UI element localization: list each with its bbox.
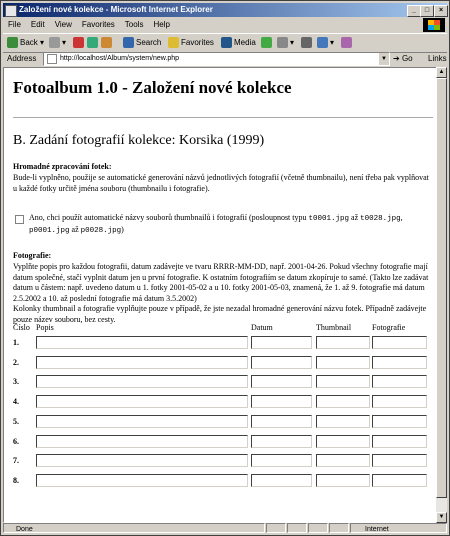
forward-button[interactable]: ▾ <box>49 36 66 50</box>
forward-arrow-icon <box>49 37 60 48</box>
refresh-button[interactable] <box>87 36 100 50</box>
menu-file[interactable]: File <box>8 20 21 29</box>
date-input[interactable] <box>251 375 312 388</box>
address-bar <box>3 52 447 66</box>
back-arrow-icon <box>7 37 18 48</box>
photo-input[interactable] <box>372 375 427 388</box>
address-input[interactable]: http://localhost/Album/system/new.php ▼ <box>43 52 390 66</box>
edit-icon <box>317 37 328 48</box>
page-content <box>3 67 437 523</box>
print-icon <box>301 37 312 48</box>
date-input[interactable] <box>251 395 312 408</box>
address-label: Address <box>7 54 37 63</box>
col-header-thumbnail: Thumbnail <box>316 323 352 332</box>
date-input[interactable] <box>251 415 312 428</box>
col-header-description: Popis <box>36 323 54 332</box>
menu-help[interactable]: Help <box>153 20 170 29</box>
photo-input[interactable] <box>372 336 427 349</box>
page-icon <box>47 54 57 64</box>
batch-heading: Hromadné zpracování fotek: <box>13 162 112 171</box>
home-icon <box>101 37 112 48</box>
edit-button[interactable]: ▾ <box>317 36 334 50</box>
close-button[interactable]: × <box>434 5 448 17</box>
photo-input[interactable] <box>372 474 427 487</box>
page-title: Fotoalbum 1.0 - Založení nové kolekce <box>13 78 292 97</box>
media-button[interactable]: Media <box>221 36 256 50</box>
date-input[interactable] <box>251 435 312 448</box>
row-number: 6. <box>13 436 19 446</box>
thumbnail-input[interactable] <box>316 336 370 349</box>
status-pane-1 <box>266 523 286 533</box>
row-number: 3. <box>13 377 19 387</box>
photo-input[interactable] <box>372 356 427 369</box>
scroll-down-button[interactable]: ▼ <box>436 512 447 523</box>
discuss-button[interactable] <box>341 36 354 50</box>
windows-logo-icon <box>423 18 445 32</box>
divider <box>13 117 433 119</box>
media-icon <box>221 37 232 48</box>
desc-input[interactable] <box>36 375 248 388</box>
refresh-icon <box>87 37 98 48</box>
status-zone: Internet <box>350 523 447 533</box>
thumbnail-input[interactable] <box>316 395 370 408</box>
status-pane-3 <box>308 523 328 533</box>
desc-input[interactable] <box>36 356 248 369</box>
photo-input[interactable] <box>372 435 427 448</box>
chevron-down-icon[interactable]: ▼ <box>379 53 389 65</box>
thumbnail-input[interactable] <box>316 474 370 487</box>
status-bar <box>3 523 447 534</box>
thumbnail-input[interactable] <box>316 454 370 467</box>
print-button[interactable] <box>301 36 314 50</box>
links-button[interactable]: Links <box>428 54 447 63</box>
stop-button[interactable] <box>73 36 86 50</box>
maximize-button[interactable]: □ <box>420 5 434 17</box>
date-input[interactable] <box>251 356 312 369</box>
photo-input[interactable] <box>372 415 427 428</box>
section-title: B. Zadání fotografií kolekce: Korsika (1999) <box>13 133 265 148</box>
menu-bar <box>3 18 447 32</box>
ie-page-icon <box>5 5 17 17</box>
photo-input[interactable] <box>372 395 427 408</box>
mail-icon <box>277 37 288 48</box>
history-icon <box>261 37 272 48</box>
status-text: Done <box>3 523 265 533</box>
vertical-scrollbar[interactable] <box>436 67 447 523</box>
thumbnail-input[interactable] <box>316 356 370 369</box>
date-input[interactable] <box>251 454 312 467</box>
photos-description: Vyplňte popis pro každou fotografii, datum zadávejte ve tvaru RRRR-MM-DD, např. 2001-04-26. Pokud všechny fotografie mají datum společné, stačí vyplnit datum jen u první fotografie. K ostatním fotografiím se datum zkopíruje to samé. (Takto lze zadávat datum u částem: např. uvedeno datum u 1. fotky 2001-05-02 a u 10. fotky 2001-05-03, znamená, že 1. až 9. fotografie má datum 2.5.2002 a 10. až poslední fotografie má datum 3.5.2002) <box>13 262 429 303</box>
history-button[interactable] <box>261 36 274 50</box>
batch-description: Bude-li vyplněno, použije se automatické generování názvů jednotlivých fotografií (včetně thumbnailu), není třeba pak vyplňovat u každé fotky určitě jména souboru (thumbnailu i fotografie). <box>13 173 429 193</box>
desc-input[interactable] <box>36 336 248 349</box>
desc-input[interactable] <box>36 454 248 467</box>
back-button[interactable]: Back ▾ <box>7 36 44 50</box>
title-bar <box>3 3 447 17</box>
row-number: 8. <box>13 475 19 485</box>
menu-favorites[interactable]: Favorites <box>81 20 115 29</box>
thumbnail-input[interactable] <box>316 375 370 388</box>
col-header-number: Číslo <box>13 323 30 332</box>
menu-edit[interactable]: Edit <box>30 20 45 29</box>
mail-button[interactable]: ▾ <box>277 36 294 50</box>
favorites-star-icon <box>168 37 179 48</box>
desc-input[interactable] <box>36 395 248 408</box>
status-pane-4 <box>329 523 349 533</box>
desc-input[interactable] <box>36 435 248 448</box>
row-number: 1. <box>13 338 19 347</box>
stop-icon <box>73 37 84 48</box>
menu-tools[interactable]: Tools <box>124 20 144 29</box>
menu-view[interactable]: View <box>54 20 72 29</box>
favorites-button[interactable]: Favorites <box>168 36 214 50</box>
row-number: 5. <box>13 416 19 426</box>
search-icon <box>123 37 134 48</box>
home-button[interactable] <box>101 36 114 50</box>
minimize-button[interactable]: _ <box>407 5 421 17</box>
toolbar <box>3 33 447 53</box>
go-button[interactable]: ➔ Go <box>393 54 413 63</box>
col-header-photo: Fotografie <box>372 323 406 332</box>
desc-input[interactable] <box>36 415 248 428</box>
date-input[interactable] <box>251 336 312 349</box>
date-input[interactable] <box>251 474 312 487</box>
status-pane-2 <box>287 523 307 533</box>
photo-input[interactable] <box>372 454 427 467</box>
auto-names-label[interactable]: Ano, chci použít automatické názvy souborů thumbnailů i fotografií (posloupnost typu t0001.jpg až t0028.jpg, p0001.jpg až p0028.jpg) <box>29 213 403 235</box>
thumbnail-input[interactable] <box>316 415 370 428</box>
search-button[interactable]: Search <box>123 36 161 50</box>
auto-names-checkbox[interactable] <box>15 215 24 224</box>
scroll-thumb[interactable] <box>436 78 447 498</box>
scroll-up-button[interactable]: ▲ <box>436 67 447 78</box>
photos-heading: Fotografie: <box>13 251 52 260</box>
desc-input[interactable] <box>36 474 248 487</box>
col-header-date: Datum <box>251 323 273 332</box>
photos-description-2: Kolonky thumbnail a fotografie vyplňujte pouze v případě, že jste nezadal hromadné generování názvu fotek. Případně zadávejte pouze název souboru, bez cesty. <box>13 304 427 324</box>
row-number: 7. <box>13 456 19 466</box>
discuss-icon <box>341 37 352 48</box>
window-title: Založení nové kolekce - Microsoft Internet Explorer <box>19 5 213 14</box>
row-number: 2. <box>13 357 19 367</box>
row-number: 4. <box>13 397 19 407</box>
thumbnail-input[interactable] <box>316 435 370 448</box>
